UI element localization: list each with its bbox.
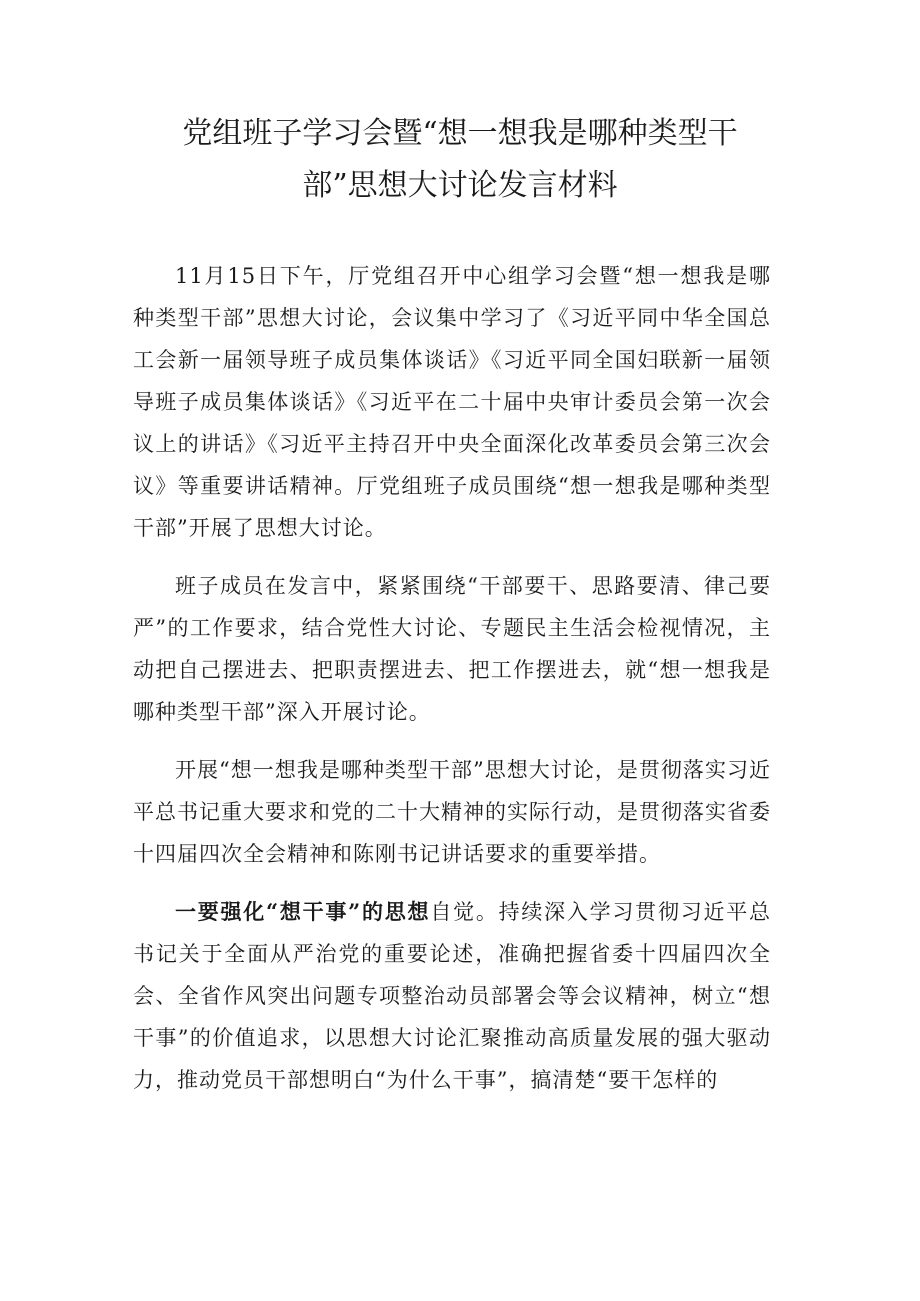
paragraph-3: 开展“想一想我是哪种类型干部”思想大讨论，是贯彻落实习近平总书记重大要求和党的二十大精神的实际行动，是贯彻落实省委十四届四次全会精神和陈刚书记讲话要求的重要举措。 [133,758,771,866]
title-line-2: 部”思想大讨论发言材料 [302,168,618,203]
document-body [133,255,771,1117]
paragraph-1: 11月15日下午，厅党组召开中心组学习会暨“想一想我是哪种类型干部”思想大讨论，会议集中学习了《习近平同中华全国总工会新一届领导班子成员集体谈话》《习近平同全国妇联新一届领导班子成员集体谈话》《习近平在二十届中央审计委员会第一次会议上的讲话》《习近平主持召开中央全面深化改革委员会第三次会议》等重要讲话精神。厅党组班子成员围绕“想一想我是哪种类型干部”开展了思想大讨论。 [133,264,771,540]
point-1-body: 自觉。持续深入学习贯彻习近平总书记关于全面从严治党的重要论述，准确把握省委十四届四次全会、全省作风突出问题专项整治动员部署会等会议精神，树立“想干事”的价值追求，以思想大讨论汇聚推动高质量发展的强大驱动力，推动党员干部想明白“为什么干事”，搞清楚“要干怎样的 [133,900,771,1092]
paragraph-2: 班子成员在发言中，紧紧围绕“干部要干、思路要清、律己要严”的工作要求，结合党性大讨论、专题民主生活会检视情况，主动把自己摆进去、把职责摆进去、把工作摆进去，就“想一想我是哪种类型干部”深入开展讨论。 [133,574,771,724]
document-title [150,108,770,212]
title-line-1: 党组班子学习会暨“想一想我是哪种类型干 [182,116,738,151]
point-1-heading: 一要强化“想干事”的思想 [175,899,431,924]
paragraph-4 [133,891,771,1101]
